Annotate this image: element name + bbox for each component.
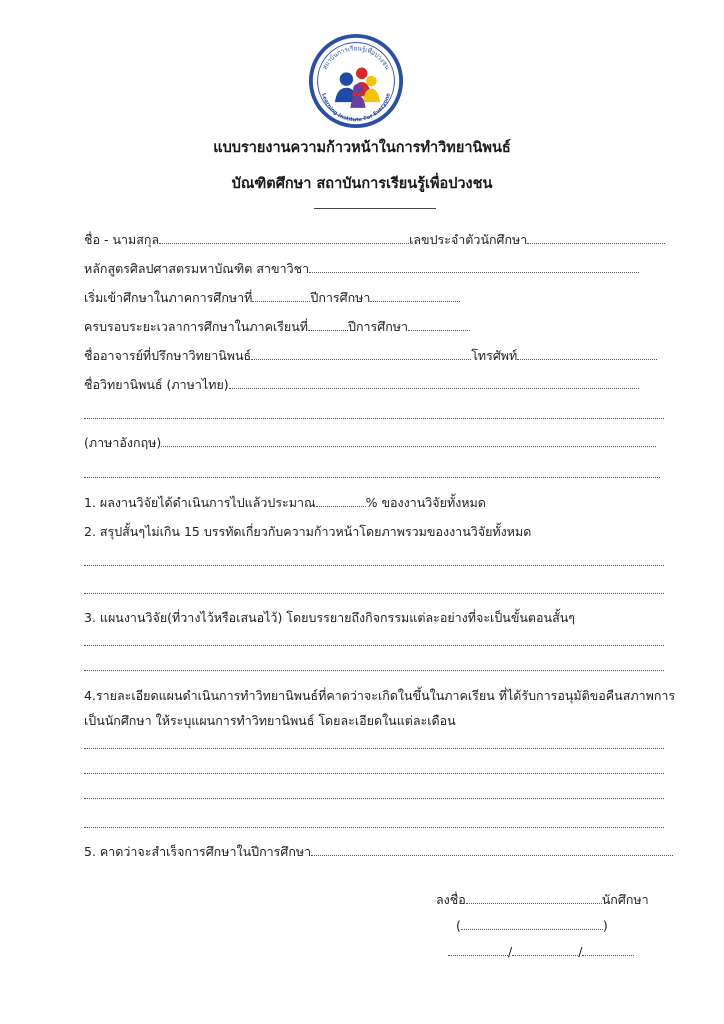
- end-year-field[interactable]: [408, 317, 470, 331]
- name-field[interactable]: [159, 230, 409, 244]
- thesis-en-label: (ภาษาอังกฤษ): [84, 435, 162, 450]
- row-advisor: [84, 346, 657, 366]
- q2-label: 2. สรุปสั้นๆไม่เกิน 15 บรรทัดเกี่ยวกับความก้าวหน้าโดยภาพรวมของงานวิจัยทั้งหมด: [84, 524, 532, 539]
- start-term-field[interactable]: [252, 288, 310, 302]
- row-program: [84, 259, 639, 279]
- row-q3: [84, 608, 575, 628]
- thesis-en-continuation-line[interactable]: [84, 477, 660, 478]
- start-year-label: ปีการศึกษา: [310, 290, 371, 305]
- thesis-th-field[interactable]: [229, 375, 639, 389]
- phone-label: โทรศัพท์: [471, 348, 518, 363]
- paren-open: (: [456, 918, 461, 933]
- end-term-field[interactable]: [308, 317, 348, 331]
- row-name: [84, 230, 665, 250]
- q5-label: 5. คาดว่าจะสำเร็จการศึกษาในปีการศึกษา: [84, 844, 312, 859]
- printed-name-field[interactable]: [461, 916, 603, 930]
- date-separator: /: [508, 944, 513, 959]
- q4-label-line1: 4.รายละเอียดแผนดำเนินการทำวิทยานิพนธ์ที่คาดว่าจะเกิดในขึ้นในภาคเรียน ที่ได้รับการอนุมัติขอคืนสภาพการ: [84, 688, 676, 703]
- q3-answer-line[interactable]: [84, 645, 664, 646]
- q4-answer-line[interactable]: [84, 798, 664, 799]
- name-label: ชื่อ - นามสกุล: [84, 232, 160, 247]
- q4-answer-line[interactable]: [84, 827, 664, 828]
- signature-row: [436, 890, 649, 910]
- row-q4-line1: [84, 686, 675, 706]
- row-start-term: [84, 288, 460, 308]
- row-q5: [84, 842, 673, 862]
- q2-answer-line[interactable]: [84, 565, 664, 566]
- thesis-th-continuation-line[interactable]: [84, 418, 664, 419]
- logo-bottom-text: Learning Institute For Everyone: [320, 92, 392, 124]
- row-thesis-en: [84, 433, 656, 453]
- row-q4-line2: [84, 711, 456, 731]
- q3-answer-line[interactable]: [84, 670, 664, 671]
- paren-close: ): [602, 918, 608, 933]
- date-month-field[interactable]: [512, 942, 578, 956]
- q1-label: 1. ผลงานวิจัยได้ดำเนินการไปแล้วประมาณ: [84, 495, 316, 510]
- row-thesis-th: [84, 375, 639, 395]
- row-q1: [84, 493, 486, 513]
- q4-answer-line[interactable]: [84, 773, 664, 774]
- q5-year-field[interactable]: [311, 842, 673, 856]
- logo-arc-text: สถาบันการเรียนรู้เพื่อปวงชน: [321, 45, 391, 71]
- end-term-label: ครบรอบระยะเวลาการศึกษาในภาคเรียนที่: [84, 319, 309, 334]
- form-subtitle: บัณฑิตศึกษา สถาบันการเรียนรู้เพื่อปวงชน: [231, 176, 493, 192]
- student-id-field[interactable]: [527, 230, 665, 244]
- title-divider: [314, 208, 436, 209]
- sign-label: ลงชื่อ: [436, 892, 466, 907]
- row-end-term: [84, 317, 470, 337]
- start-year-field[interactable]: [370, 288, 460, 302]
- form-title: แบบรายงานความก้าวหน้าในการทำวิทยานิพนธ์: [213, 140, 511, 156]
- advisor-field[interactable]: [251, 346, 471, 360]
- program-label: หลักสูตรศิลปศาสตรมหาบัณฑิต สาขาวิชา: [84, 261, 310, 276]
- q4-label-line2: เป็นนักศึกษา ให้ระบุแผนการทำวิทยานิพนธ์ โดยละเอียดในแต่ละเดือน: [84, 713, 456, 728]
- start-term-label: เริ่มเข้าศึกษาในภาคการศึกษาที่: [84, 290, 253, 305]
- advisor-label: ชื่ออาจารย์ที่ปรึกษาวิทยานิพนธ์: [84, 348, 252, 363]
- q3-label: 3. แผนงานวิจัย(ที่วางไว้หรือเสนอไว้) โดยบรรยายถึงกิจกรรมแต่ละอย่างที่จะเป็นขั้นตอนสั้นๆ: [84, 610, 575, 625]
- institute-logo: [308, 33, 404, 129]
- thesis-th-label: ชื่อวิทยานิพนธ์ (ภาษาไทย): [84, 377, 229, 392]
- q1-percent-field[interactable]: [316, 493, 366, 507]
- signature-field[interactable]: [466, 890, 602, 904]
- date-day-field[interactable]: [448, 942, 508, 956]
- student-id-label: เลขประจำตัวนักศึกษา: [409, 232, 528, 247]
- q1-suffix: % ของงานวิจัยทั้งหมด: [365, 495, 486, 510]
- date-row: [448, 942, 634, 959]
- end-year-label: ปีการศึกษา: [348, 319, 409, 334]
- row-q2: [84, 522, 531, 542]
- printed-name-row: [456, 916, 608, 933]
- thesis-en-field[interactable]: [161, 433, 656, 447]
- role-label: นักศึกษา: [601, 892, 649, 907]
- date-year-field[interactable]: [582, 942, 634, 956]
- q2-answer-line[interactable]: [84, 593, 664, 594]
- date-separator: /: [578, 944, 583, 959]
- q4-answer-line[interactable]: [84, 748, 664, 749]
- phone-field[interactable]: [517, 346, 657, 360]
- program-field[interactable]: [309, 259, 639, 273]
